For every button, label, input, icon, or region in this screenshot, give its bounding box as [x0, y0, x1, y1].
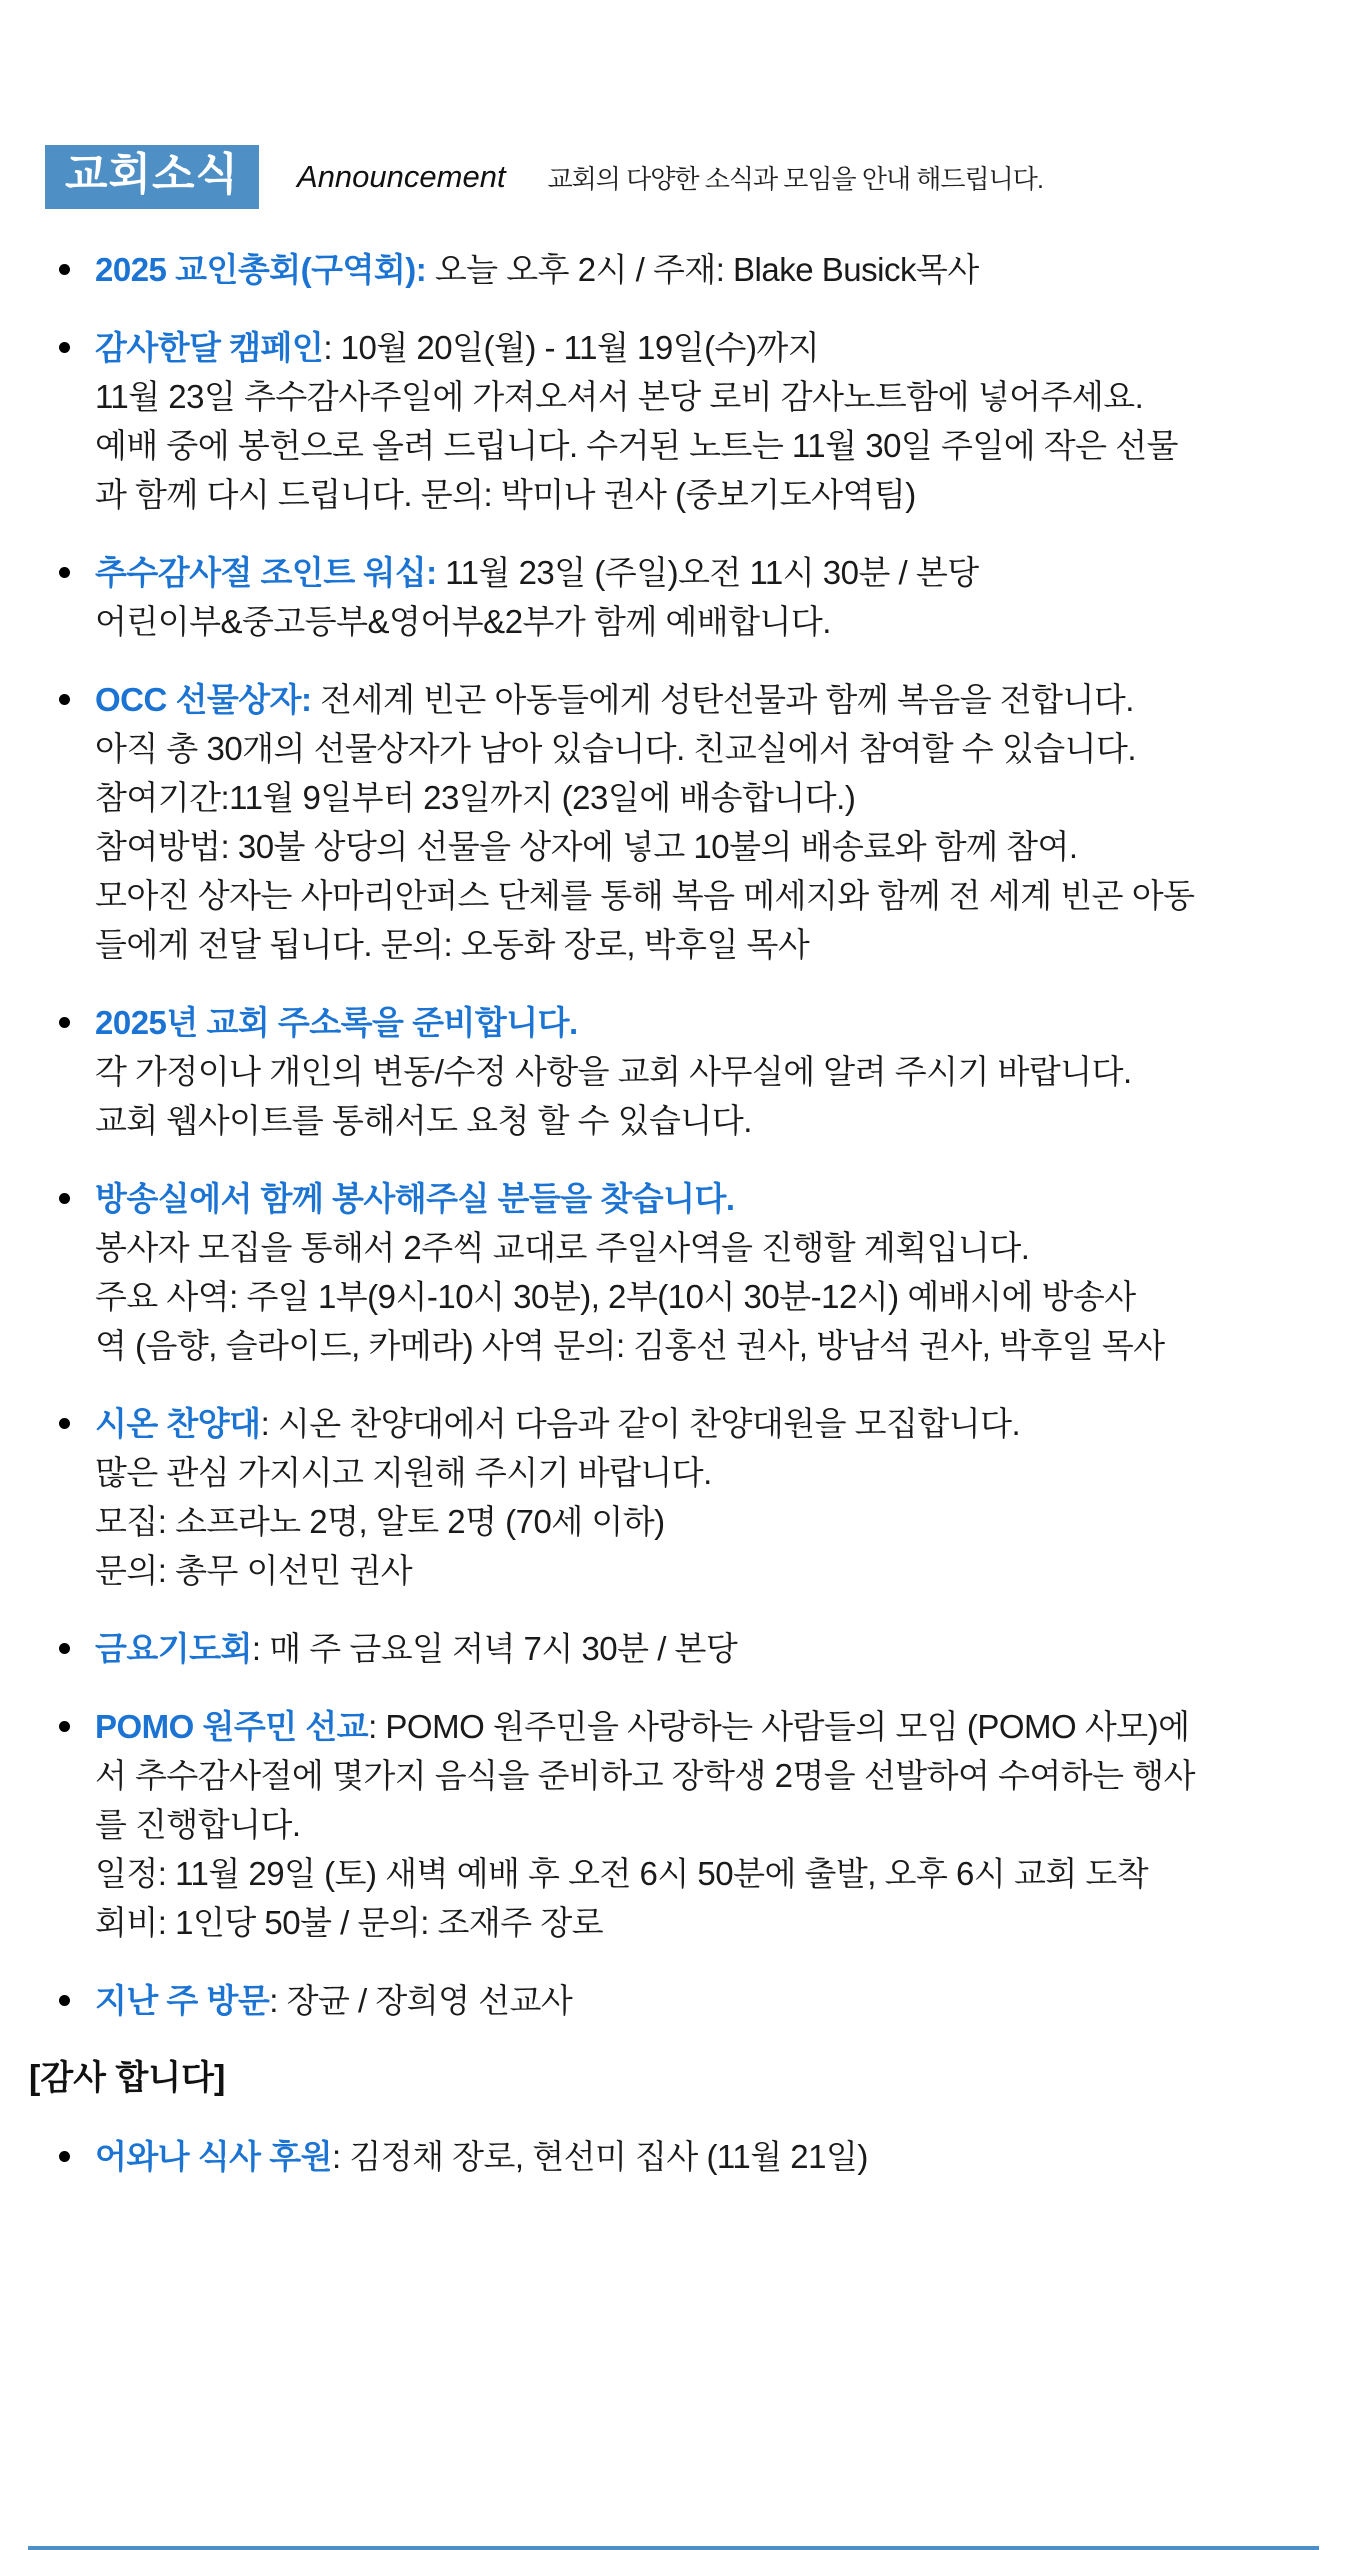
item-text: : 장균 / 장희영 선교사: [269, 1982, 573, 2019]
item-line: 모아진 상자는 사마리안퍼스 단체를 통해 복음 메세지와 함께 전 세계 빈곤 아동: [95, 877, 1195, 914]
item-title: 2025 교인총회(구역회):: [95, 251, 427, 288]
item-line: 11월 23일 추수감사주일에 가져오셔서 본당 로비 감사노트함에 넣어주세요.: [95, 378, 1144, 415]
item-title: 지난 주 방문: [95, 1982, 270, 2019]
item-text: 오늘 오후 2시 / 주재: Blake Busick목사: [426, 251, 979, 288]
item-line: 주요 사역: 주일 1부(9시-10시 30분), 2부(10시 30분-12시) 예배시에 방송사: [95, 1278, 1136, 1315]
announcement-item-friday-prayer: [45, 1624, 1307, 1673]
item-line: 예배 중에 봉헌으로 올려 드립니다. 수거된 노트는 11월 30일 주일에 작은 선물: [95, 427, 1178, 464]
item-title: 추수감사절 조인트 워십:: [95, 554, 437, 591]
item-line: 봉사자 모집을 통해서 2주씩 교대로 주일사역을 진행할 계획입니다.: [95, 1229, 1030, 1266]
item-text: : 김정채 장로, 현선미 집사 (11월 21일): [331, 2138, 868, 2175]
item-title: OCC 선물상자:: [95, 681, 312, 718]
announcement-item-occ-giftbox: [45, 675, 1307, 969]
thanks-list: [45, 2132, 1307, 2181]
item-line: [95, 1174, 1307, 1223]
item-line: [95, 1399, 1307, 1448]
item-line: [95, 675, 1307, 724]
item-line: 서 추수감사절에 몇가지 음식을 준비하고 장학생 2명을 선발하여 수여하는 행사: [95, 1757, 1195, 1794]
item-line: 과 함께 다시 드립니다. 문의: 박미나 권사 (중보기도사역팀): [95, 476, 916, 513]
item-title: 금요기도회: [95, 1630, 252, 1667]
item-title: 시온 찬양대: [95, 1405, 261, 1442]
item-line: 아직 총 30개의 선물상자가 남아 있습니다. 친교실에서 참여할 수 있습니다.: [95, 730, 1137, 767]
item-line: 문의: 총무 이선민 권사: [95, 1552, 413, 1589]
item-text: : 시온 찬양대에서 다음과 같이 찬양대원을 모집합니다.: [260, 1405, 1021, 1442]
item-text: 전세계 빈곤 아동들에게 성탄선물과 함께 복음을 전합니다.: [311, 681, 1134, 718]
item-line: [95, 1624, 1307, 1673]
bullet-icon: [59, 1995, 70, 2006]
bullet-icon: [59, 567, 70, 578]
announcement-item-zion-choir: [45, 1399, 1307, 1595]
item-line: 어린이부&중고등부&영어부&2부가 함께 예배합니다.: [95, 603, 831, 640]
bullet-icon: [59, 264, 70, 275]
item-line: 역 (음향, 슬라이드, 카메라) 사역 문의: 김홍선 권사, 방남석 권사, 박후일 목사: [95, 1327, 1165, 1364]
announcement-item-broadcast-volunteers: [45, 1174, 1307, 1370]
bullet-icon: [59, 1643, 70, 1654]
item-text: : 10월 20일(월) - 11월 19일(수)까지: [323, 329, 820, 366]
item-text: 11월 23일 (주일)오전 11시 30분 / 본당: [436, 554, 979, 591]
bullet-icon: [59, 1017, 70, 1028]
item-line: 많은 관심 가지시고 지원해 주시기 바랍니다.: [95, 1454, 712, 1491]
item-line: [95, 548, 1307, 597]
item-title: POMO 원주민 선교: [95, 1708, 369, 1745]
item-line: 들에게 전달 됩니다. 문의: 오동화 장로, 박후일 목사: [95, 926, 810, 963]
item-line: 일정: 11월 29일 (토) 새벽 예배 후 오전 6시 50분에 출발, 오후 6시 교회 도착: [95, 1855, 1149, 1892]
item-line: [95, 1702, 1307, 1751]
announcement-item-last-week-visit: [45, 1976, 1307, 2025]
item-line: 회비: 1인당 50불 / 문의: 조재주 장로: [95, 1904, 604, 1941]
item-title: 어와나 식사 후원: [95, 2138, 332, 2175]
item-line: 참여방법: 30불 상당의 선물을 상자에 넣고 10불의 배송료와 함께 참여.: [95, 828, 1078, 865]
item-line: 참여기간:11월 9일부터 23일까지 (23일에 배송합니다.): [95, 779, 856, 816]
announcement-header: [45, 145, 1307, 209]
item-line: 를 진행합니다.: [95, 1806, 301, 1843]
announcement-list: [45, 245, 1307, 2025]
announcement-item-thanks-month-campaign: [45, 323, 1307, 519]
item-title: 2025년 교회 주소록을 준비합니다.: [95, 1004, 578, 1041]
item-line: [95, 2132, 1307, 2181]
thanks-section-header: [감사 합니다]: [29, 2059, 226, 2097]
item-title: 감사한달 캠페인: [95, 329, 324, 366]
bullet-icon: [59, 1721, 70, 1732]
item-line: [95, 998, 1307, 1047]
bottom-divider: [28, 2546, 1319, 2550]
item-line: 교회 웹사이트를 통해서도 요청 할 수 있습니다.: [95, 1102, 752, 1139]
bullet-icon: [59, 342, 70, 353]
announcement-item-pomo-mission: [45, 1702, 1307, 1947]
subtitle-english: Announcement: [297, 159, 506, 194]
item-title: 방송실에서 함께 봉사해주실 분들을 찾습니다.: [95, 1180, 735, 1217]
bullet-icon: [59, 694, 70, 705]
section-badge: 교회소식: [45, 145, 259, 209]
thanks-item-awana-meal: [45, 2132, 1307, 2181]
item-line: [95, 323, 1307, 372]
item-line: 모집: 소프라노 2명, 알토 2명 (70세 이하): [95, 1503, 665, 1540]
announcement-item-joint-worship: [45, 548, 1307, 646]
bullet-icon: [59, 2151, 70, 2162]
announcement-item-general-meeting: [45, 245, 1307, 294]
item-line: 각 가정이나 개인의 변동/수정 사항을 교회 사무실에 알려 주시기 바랍니다.: [95, 1053, 1132, 1090]
bullet-icon: [59, 1418, 70, 1429]
subtitle-korean: 교회의 다양한 소식과 모임을 안내 해드립니다.: [547, 163, 1044, 194]
bullet-icon: [59, 1193, 70, 1204]
item-line: [95, 245, 1307, 294]
announcement-item-directory: [45, 998, 1307, 1145]
item-text: : 매 주 금요일 저녁 7시 30분 / 본당: [251, 1630, 738, 1667]
item-line: [95, 1976, 1307, 2025]
item-text: : POMO 원주민을 사랑하는 사람들의 모임 (POMO 사모)에: [368, 1708, 1190, 1745]
